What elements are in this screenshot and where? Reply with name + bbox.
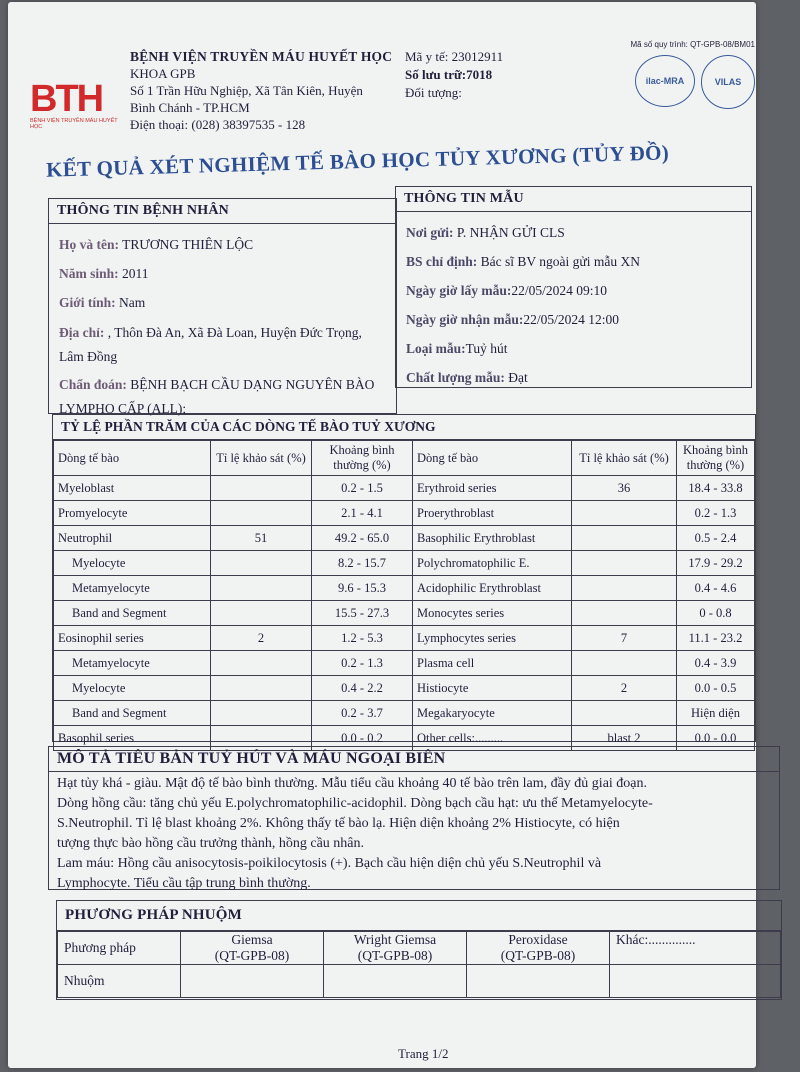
cell-line-right: Acidophilic Erythroblast	[413, 576, 572, 601]
record-meta	[405, 48, 565, 102]
sample-heading: THÔNG TIN MẪU	[396, 187, 751, 212]
ratio-right	[572, 551, 677, 576]
normal-left: 1.2 - 5.3	[312, 626, 413, 651]
hospital-name: BỆNH VIỆN TRUYỀN MÁU HUYẾT HỌC	[130, 49, 393, 64]
staining-heading: PHƯƠNG PHÁP NHUỘM	[57, 901, 781, 931]
description-line: S.Neutrophil. Tỉ lệ blast khoảng 2%. Không thấy tế bào lạ. Hiện diện khoảng 2% Histiocyte, có hiện	[57, 816, 620, 831]
cell-line-right: Monocytes series	[413, 601, 572, 626]
ratio-right: blast 2	[572, 726, 677, 751]
normal-left: 8.2 - 15.7	[312, 551, 413, 576]
cell-percentage-box	[52, 414, 756, 745]
table-row	[54, 576, 755, 601]
cell-line-left: Neutrophil	[54, 526, 211, 551]
normal-right: 17.9 - 29.2	[677, 551, 755, 576]
quality-value: Đạt	[508, 370, 528, 385]
certification-area	[575, 40, 755, 109]
hospital-logo	[30, 80, 122, 128]
report-header	[30, 32, 755, 152]
medical-id: Mã y tế: 23012911	[405, 49, 504, 64]
cell-line-left: Myelocyte	[54, 551, 211, 576]
percentage-heading: TỶ LỆ PHẦN TRĂM CỦA CÁC DÒNG TẾ BÀO TUỶ XƯƠNG	[53, 415, 755, 440]
ratio-right: 36	[572, 476, 677, 501]
received-label: Ngày giờ nhận mẫu:	[406, 312, 524, 327]
cell-line-left: Band and Segment	[54, 601, 211, 626]
birth-year: 2011	[122, 266, 149, 281]
sex-value: Nam	[119, 295, 146, 310]
wright-giemsa: Wright Giemsa	[353, 932, 437, 947]
phone: Điện thoại: (028) 38397535 - 128	[130, 117, 306, 132]
normal-right: 0.2 - 1.3	[677, 501, 755, 526]
sample-type-value: Tuỷ hút	[465, 341, 508, 356]
ratio-right: 7	[572, 626, 677, 651]
normal-left: 0.2 - 3.7	[312, 701, 413, 726]
cell-line-right: Basophilic Erythroblast	[413, 526, 572, 551]
giemsa-code: (QT-GPB-08)	[214, 948, 290, 963]
cert-label-1: ilac-MRA	[645, 76, 685, 86]
ratio-left	[211, 676, 312, 701]
peroxidase-result	[467, 965, 610, 998]
table-row	[54, 676, 755, 701]
quality-label: Chất lượng mẫu:	[406, 370, 505, 385]
address-line-1: Số 1 Trần Hữu Nghiệp, Xã Tân Kiên, Huyện	[130, 83, 363, 98]
vilas-seal-icon	[701, 55, 755, 109]
cell-line-right: Plasma cell	[413, 651, 572, 676]
normal-left: 49.2 - 65.0	[312, 526, 413, 551]
collected-label: Ngày giờ lấy mẫu:	[406, 283, 512, 298]
patient-heading: THÔNG TIN BỆNH NHÂN	[49, 199, 396, 224]
cell-line-right: Proerythroblast	[413, 501, 572, 526]
normal-right: 0.0 - 0.5	[677, 676, 755, 701]
report-title: KẾT QUẢ XÉT NGHIỆM TẾ BÀO HỌC TỦY XƯƠNG (TỦY ĐỒ)	[45, 140, 670, 182]
description-line: Lymphocyte. Tiểu cầu tập trung bình thường.	[57, 876, 311, 891]
ratio-left	[211, 576, 312, 601]
description-heading: MÔ TẢ TIÊU BẢN TUỶ HÚT VÀ MÁU NGOẠI BIÊN	[49, 747, 779, 772]
archive-number: Số lưu trữ:7018	[405, 67, 493, 82]
normal-right: 0 - 0.8	[677, 601, 755, 626]
giemsa-result	[181, 965, 324, 998]
normal-left: 0.2 - 1.3	[312, 651, 413, 676]
hospital-info	[130, 48, 410, 133]
other-method: Khác:..............	[610, 932, 781, 965]
cell-line-left: Myeloblast	[54, 476, 211, 501]
description-box	[48, 746, 780, 890]
peroxidase-cell	[467, 932, 610, 965]
cell-line-left: Basophil series	[54, 726, 211, 751]
table-row	[54, 601, 755, 626]
cell-percentage-table	[53, 440, 755, 751]
col-ratio-left: Tỉ lệ khảo sát (%)	[211, 441, 312, 476]
doctor-value: Bác sĩ BV ngoài gửi mẫu XN	[480, 254, 640, 269]
ratio-left	[211, 551, 312, 576]
normal-left: 0.2 - 1.5	[312, 476, 413, 501]
ratio-right: 2	[572, 676, 677, 701]
wright-cell	[324, 932, 467, 965]
col-normal-right: Khoảng bình thường (%)	[677, 441, 755, 476]
stain-label: Nhuộm	[58, 965, 181, 998]
subject-type: Đối tượng:	[405, 85, 462, 100]
collected-value: 22/05/2024 09:10	[511, 283, 607, 298]
method-label: Phương pháp	[58, 932, 181, 965]
cell-line-left: Promyelocyte	[54, 501, 211, 526]
description-line: Hạt tủy khá - giàu. Mật độ tế bào bình thường. Mẫu tiểu cầu khoảng 40 tế bào trên lam, đầy đủ giai đoạn.	[57, 776, 648, 791]
ratio-left	[211, 501, 312, 526]
table-row	[54, 526, 755, 551]
normal-right: 0.5 - 2.4	[677, 526, 755, 551]
normal-right: 11.1 - 23.2	[677, 626, 755, 651]
table-row	[54, 626, 755, 651]
ratio-right	[572, 576, 677, 601]
percentage-rows	[54, 476, 755, 751]
logo-mark: BTH	[30, 78, 103, 120]
address-value: , Thôn Đà An, Xã Đà Loan, Huyện Đức Trọng, Lâm Đồng	[59, 325, 362, 364]
ratio-right	[572, 601, 677, 626]
normal-left: 15.5 - 27.3	[312, 601, 413, 626]
wright-result	[324, 965, 467, 998]
table-row	[54, 501, 755, 526]
ratio-right	[572, 501, 677, 526]
col-ratio-right: Tỉ lệ khảo sát (%)	[572, 441, 677, 476]
normal-left: 9.6 - 15.3	[312, 576, 413, 601]
ratio-left	[211, 651, 312, 676]
ratio-left	[211, 701, 312, 726]
report-paper	[8, 2, 756, 1068]
logo-subtitle: BỆNH VIỆN TRUYỀN MÁU HUYẾT HỌC	[30, 118, 118, 130]
cell-line-right: Polychromatophilic E.	[413, 551, 572, 576]
normal-left: 0.0 - 0.2	[312, 726, 413, 751]
table-row	[54, 476, 755, 501]
ilac-mra-icon	[635, 55, 695, 107]
giemsa: Giemsa	[231, 932, 273, 947]
cell-line-right: Histiocyte	[413, 676, 572, 701]
other-result	[610, 965, 781, 998]
diagnosis-value: BỆNH BẠCH CẦU DẠNG NGUYÊN BÀO LYMPHO CẤP (ALL);	[59, 377, 375, 416]
diagnosis-label: Chẩn đoán:	[59, 377, 127, 392]
sender-label: Nơi gửi:	[406, 225, 454, 240]
description-line: Lam máu: Hồng cầu anisocytosis-poikilocytosis (+). Bạch cầu hiện diện chủ yếu S.Neutrophil và	[57, 856, 602, 871]
birth-label: Năm sinh:	[59, 266, 119, 281]
cert-label-2: VILAS	[714, 77, 742, 87]
normal-right: Hiện diện	[677, 701, 755, 726]
cell-line-left: Myelocyte	[54, 676, 211, 701]
cell-line-right: Other cells:.........	[413, 726, 572, 751]
table-row	[54, 551, 755, 576]
address-line-2: Bình Chánh - TP.HCM	[130, 100, 250, 115]
peroxidase: Peroxidase	[508, 932, 568, 947]
normal-left: 0.4 - 2.2	[312, 676, 413, 701]
staining-box	[56, 900, 782, 1000]
wright-code: (QT-GPB-08)	[357, 948, 433, 963]
page-number: Trang 1/2	[398, 1046, 449, 1061]
sex-label: Giới tính:	[59, 295, 116, 310]
normal-right: 0.4 - 4.6	[677, 576, 755, 601]
cell-line-left: Eosinophil series	[54, 626, 211, 651]
cell-line-left: Band and Segment	[54, 701, 211, 726]
ratio-left	[211, 601, 312, 626]
sample-type-label: Loại mẫu:	[406, 341, 466, 356]
ratio-right	[572, 651, 677, 676]
cell-line-right: Megakaryocyte	[413, 701, 572, 726]
col-cell-line-right: Dòng tế bào	[413, 441, 572, 476]
normal-right: 18.4 - 33.8	[677, 476, 755, 501]
address-label: Địa chỉ:	[59, 325, 105, 340]
cell-line-right: Erythroid series	[413, 476, 572, 501]
name-label: Họ và tên:	[59, 237, 119, 252]
procedure-code: Mã số quy trình: QT-GPB-08/BM01	[630, 40, 755, 49]
description-line: tượng thực bào hồng cầu trưởng thành, hồng cầu nhân.	[57, 836, 365, 851]
cell-line-left: Metamyelocyte	[54, 576, 211, 601]
doctor-label: BS chỉ định:	[406, 254, 478, 269]
received-value: 22/05/2024 12:00	[523, 312, 620, 327]
cell-line-right: Lymphocytes series	[413, 626, 572, 651]
ratio-right	[572, 526, 677, 551]
table-row	[54, 701, 755, 726]
ratio-left: 2	[211, 626, 312, 651]
normal-right: 0.4 - 3.9	[677, 651, 755, 676]
staining-table	[57, 931, 781, 998]
normal-right: 0.0 - 0.0	[677, 726, 755, 751]
description-line: Dòng hồng cầu: tăng chủ yếu E.polychromatophilic-acidophil. Dòng bạch cầu hạt: ưu thế Metamyelocyte-	[57, 796, 653, 811]
patient-info-box	[48, 198, 397, 414]
peroxidase-code: (QT-GPB-08)	[500, 948, 576, 963]
department: KHOA GPB	[130, 66, 196, 81]
cell-line-left: Metamyelocyte	[54, 651, 211, 676]
col-cell-line-left: Dòng tế bào	[54, 441, 211, 476]
ratio-left	[211, 476, 312, 501]
sender-value: P. NHẬN GỬI CLS	[456, 225, 565, 240]
col-normal-left: Khoảng bình thường (%)	[312, 441, 413, 476]
ratio-left: 51	[211, 526, 312, 551]
patient-name: TRƯƠNG THIÊN LỘC	[122, 237, 254, 252]
normal-left: 2.1 - 4.1	[312, 501, 413, 526]
giemsa-cell	[181, 932, 324, 965]
ratio-right	[572, 701, 677, 726]
sample-info-box	[395, 186, 752, 388]
description-text	[49, 772, 779, 896]
table-row	[54, 651, 755, 676]
